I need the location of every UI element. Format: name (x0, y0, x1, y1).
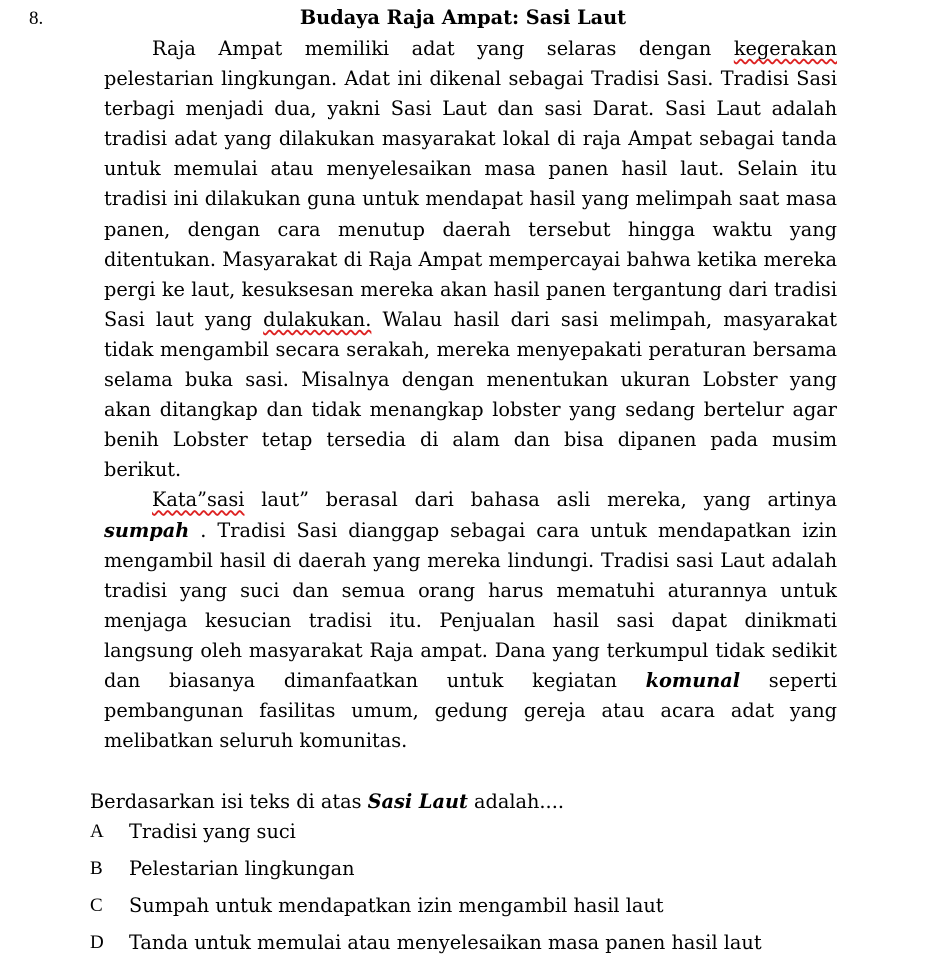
option-text: Sumpah untuk mendapatkan izin mengambil hasil laut (129, 894, 664, 917)
reading-passage (104, 34, 837, 756)
question-text-before: Berdasarkan isi teks di atas (90, 790, 368, 813)
option-letter: B (90, 858, 103, 879)
paragraph-2-text-a: laut” berasal dari bahasa asli mereka, yang artinya (244, 488, 837, 512)
option-a[interactable] (90, 817, 850, 854)
option-letter: A (90, 821, 104, 842)
option-text: Pelestarian lingkungan (129, 857, 355, 880)
paragraph-2-text-c: seperti pembangunan fasilitas umum, gedung gereja atau acara adat yang melibatkan seluruh komunitas. (104, 668, 837, 753)
spellcheck-word: Kata”sasi (152, 488, 245, 512)
passage-title: Budaya Raja Ampat: Sasi Laut (299, 6, 627, 29)
emphasis-sumpah: sumpah (104, 518, 190, 542)
question-number: 8. (29, 8, 44, 29)
answer-options (90, 817, 850, 965)
option-text: Tradisi yang suci (129, 820, 296, 843)
option-letter: D (90, 932, 104, 953)
paragraph-1-text-a: Raja Ampat memiliki adat yang selaras dengan (152, 37, 734, 60)
emphasis-komunal: komunal (645, 668, 741, 692)
paragraph-1-text-c: Walau hasil dari sasi melimpah, masyarakat tidak mengambil secara serakah, mereka menyepakati peraturan bersama selama buka sasi. Misalnya dengan menentukan ukuran Lobster yang akan ditangkap dan tidak menangkap lobster yang sedang bertelur agar benih Lobster tetap tersedia di alam dan bisa dipanen pada musim berikut. (104, 307, 837, 482)
spellcheck-word: kegerakan (733, 37, 837, 60)
question-text-after: adalah.... (467, 790, 564, 813)
paragraph-2 (104, 485, 837, 756)
spellcheck-word: dulakukan. (263, 307, 372, 331)
question-emphasis: Sasi Laut (367, 790, 468, 813)
paragraph-2-text-b: . Tradisi Sasi dianggap sebagai cara untuk mendapatkan izin mengambil hasil di daerah yang mereka lindungi. Tradisi sasi Laut adalah tradisi yang suci dan semua orang harus mematuhi aturannya untuk menjaga kesucian tradisi itu. Penjualan hasil sasi dapat dinikmati langsung oleh masyarakat Raja ampat. Dana yang terkumpul tidak sedikit dan biasanya dimanfaatkan untuk kegiatan (104, 518, 837, 692)
paragraph-1-text-b: pelestarian lingkungan. Adat ini dikenal sebagai Tradisi Sasi. Tradisi Sasi terbagi menjadi dua, yakni Sasi Laut dan sasi Darat. Sasi Laut adalah tradisi adat yang dilakukan masyarakat lokal di raja Ampat sebagai tanda untuk memulai atau menyelesaikan masa panen hasil laut. Selain itu tradisi ini dilakukan guna untuk mendapat hasil yang melimpah saat masa panen, dengan cara menutup daerah tersebut hingga waktu yang ditentukan. Masyarakat di Raja Ampat mempercayai bahwa ketika mereka pergi ke laut, kesuksesan mereka akan hasil panen tergantung dari tradisi Sasi laut yang (104, 67, 837, 331)
option-text: Tanda untuk memulai atau menyelesaikan masa panen hasil laut (129, 931, 762, 954)
question-stem (90, 787, 850, 817)
option-d[interactable] (90, 928, 850, 965)
paragraph-1 (104, 34, 837, 485)
option-letter: C (90, 895, 103, 916)
option-c[interactable] (90, 891, 850, 928)
option-b[interactable] (90, 854, 850, 891)
